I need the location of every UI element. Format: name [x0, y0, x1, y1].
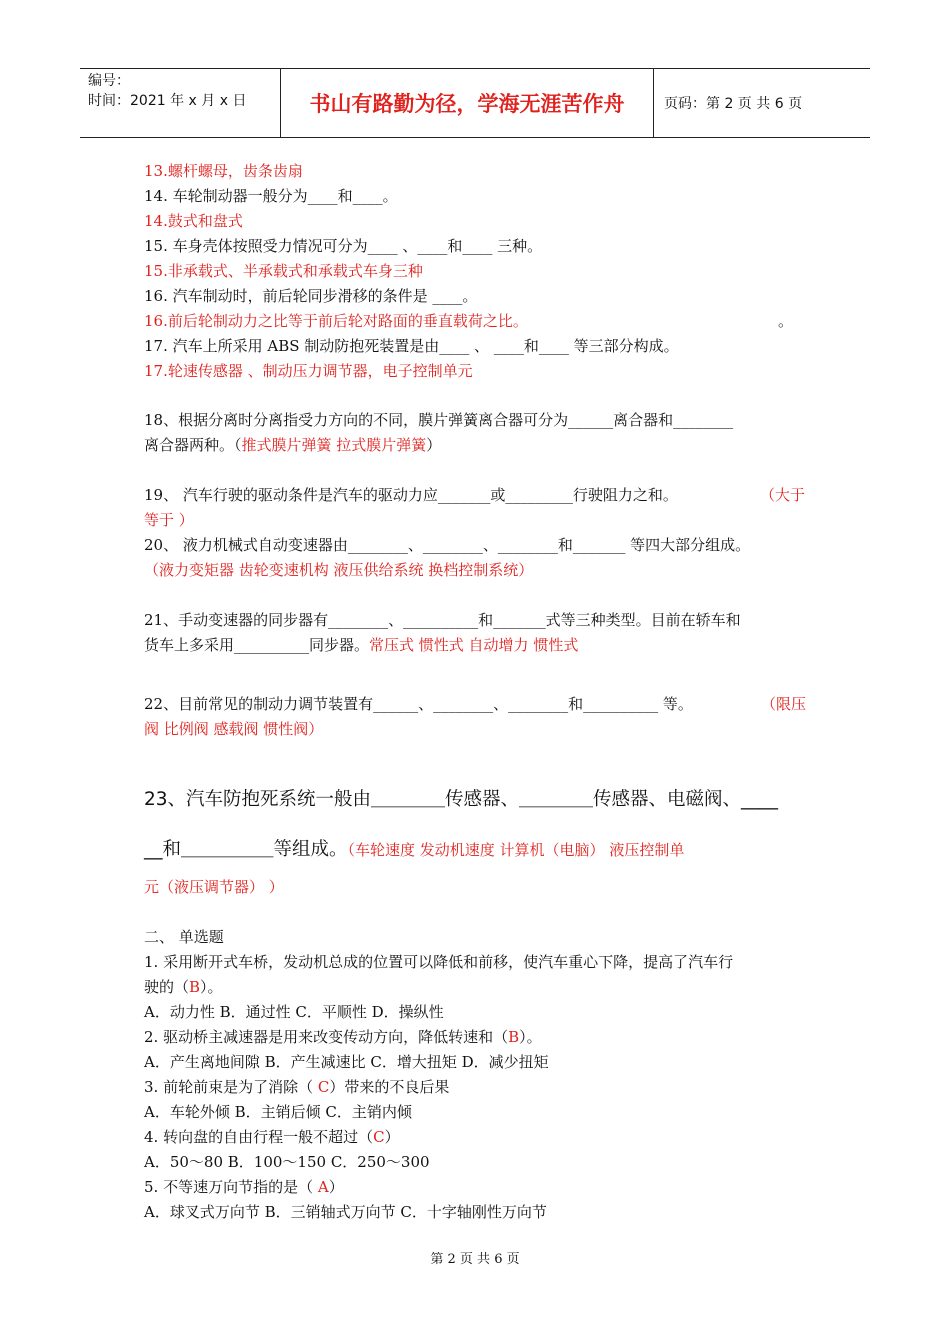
- section-2-heading: 二、 单选题: [144, 928, 224, 946]
- mc-answer-3: C: [317, 1078, 330, 1096]
- mc-question-1-line2: [144, 977, 223, 997]
- mc-question-1-text: 驶的（: [144, 978, 190, 996]
- mc-answer-1: B: [189, 978, 201, 996]
- answer-13: 13.螺杆螺母，齿条齿扇: [144, 162, 303, 180]
- mc-question-2-text: 2. 驱动桥主减速器是用来改变传动方向，降低转速和（: [144, 1028, 509, 1046]
- mc-question-2-tail: ）。: [519, 1028, 542, 1046]
- mc-options-2: A．产生离地间隙 B．产生减速比 C．增大扭矩 D．减少扭矩: [144, 1053, 549, 1071]
- mc-question-3-tail: ）带来的不良后果: [329, 1078, 450, 1096]
- mc-options-1: A．动力性 B．通过性 C．平顺性 D．操纵性: [144, 1003, 444, 1021]
- answer-15: 15.非承载式、半承载式和承载式车身三种: [144, 262, 423, 280]
- question-17: 17. 汽车上所采用 ABS 制动防抱死装置是由____ 、 ____和____ 等三部分构成。: [144, 337, 679, 355]
- document-number-label: 编号：: [88, 73, 130, 89]
- answer-23-part1: （车轮速度 发动机速度 计算机（电脑） 液压控制单: [347, 841, 685, 859]
- answer-21: 常压式 惯性式 自动增力 惯性式: [369, 636, 579, 654]
- mc-question-3: [144, 1077, 449, 1097]
- answer-14: 14.鼓式和盘式: [144, 212, 243, 230]
- header-page-number: 页码：第 2 页 共 6 页: [664, 96, 803, 112]
- mc-question-4-text: 4. 转向盘的自由行程一般不超过（: [144, 1128, 374, 1146]
- answer-20: （液力变矩器 齿轮变速机构 液压供给系统 换档控制系统）: [144, 561, 534, 579]
- question-23-text: __和＿＿＿＿＿等组成。: [144, 839, 348, 860]
- answer-19-part2: 等于 ）: [144, 511, 194, 529]
- question-18-close: ）: [426, 436, 442, 454]
- question-16: 16. 汽车制动时，前后轮同步滑移的条件是 ____。: [144, 287, 478, 305]
- mc-options-4: A．50～80 B．100～150 C．250～300: [144, 1153, 430, 1171]
- question-22: 22、目前常见的制动力调节装置有______、________、________和__________ 等。: [144, 695, 693, 713]
- answer-16-period: 。: [778, 312, 794, 330]
- mc-answer-4: C: [373, 1128, 385, 1146]
- answer-16: 16.前后轮制动力之比等于前后轮对路面的垂直载荷之比。: [144, 312, 528, 330]
- question-19: 19、 汽车行驶的驱动条件是汽车的驱动力应_______或_________行驶阻力之和。: [144, 486, 678, 504]
- mc-question-4: [144, 1127, 400, 1147]
- mc-question-4-tail: ）: [384, 1128, 400, 1146]
- question-15: 15. 车身壳体按照受力情况可分为____ 、____和____ 三种。: [144, 237, 543, 255]
- header-motto: 书山有路勤为径，学海无涯苦作舟: [281, 69, 654, 137]
- mc-answer-2: B: [508, 1028, 520, 1046]
- page-footer: 第 2 页 共 6 页: [430, 1252, 520, 1267]
- header-info-cell: [80, 69, 281, 137]
- document-time-label: 时间：2021 年 x 月 x 日: [88, 93, 247, 109]
- question-23-line2: [144, 840, 684, 860]
- question-21-line1: 21、手动变速器的同步器有________、__________和_______式等三种类型。目前在轿车和: [144, 611, 741, 629]
- answer-17: 17.轮速传感器 、制动压力调节器，电子控制单元: [144, 362, 473, 380]
- mc-options-5: A．球叉式万向节 B．三销轴式万向节 C．十字轴刚性万向节: [144, 1203, 547, 1221]
- question-18-line2: [144, 435, 441, 455]
- mc-question-5-tail: ）: [328, 1178, 344, 1196]
- mc-question-3-text: 3. 前轮前束是为了消除（: [144, 1078, 318, 1096]
- answer-19-part1: （大于: [760, 486, 806, 504]
- answer-18: 推式膜片弹簧 拉式膜片弹簧: [241, 436, 427, 454]
- mc-question-5: [144, 1177, 344, 1197]
- mc-options-3: A．车轮外倾 B．主销后倾 C．主销内倾: [144, 1103, 412, 1121]
- answer-22-part2: 阀 比例阀 感载阀 惯性阀）: [144, 720, 324, 738]
- mc-question-2: [144, 1027, 542, 1047]
- mc-answer-5: A: [317, 1178, 329, 1196]
- question-14: 14. 车轮制动器一般分为____和____。: [144, 187, 398, 205]
- question-18-line1: 18、根据分离时分离指受力方向的不同，膜片弹簧离合器可分为______离合器和________: [144, 411, 734, 429]
- question-21-text: 货车上多采用__________同步器。: [144, 636, 370, 654]
- mc-question-1-line1: 1. 采用断开式车桥，发动机总成的位置可以降低和前移，使汽车重心下降，提高了汽车行: [144, 953, 734, 971]
- question-20: 20、 液力机械式自动变速器由________、________、________和_______ 等四大部分组成。: [144, 536, 751, 554]
- question-18-text: 离合器两种。（: [144, 436, 242, 454]
- answer-23-line2: [144, 877, 284, 897]
- answer-23-part2: 元（液压调节器） ）: [144, 878, 284, 896]
- question-23-line1: 23、汽车防抱死系统一般由＿＿＿＿传感器、＿＿＿＿传感器、电磁阀、____: [144, 789, 779, 810]
- mc-question-1-tail: ）。: [200, 978, 223, 996]
- question-21-line2: [144, 635, 578, 655]
- page-header: [80, 68, 870, 138]
- answer-22-part1: （限压: [761, 695, 807, 713]
- mc-question-5-text: 5. 不等速万向节指的是（: [144, 1178, 318, 1196]
